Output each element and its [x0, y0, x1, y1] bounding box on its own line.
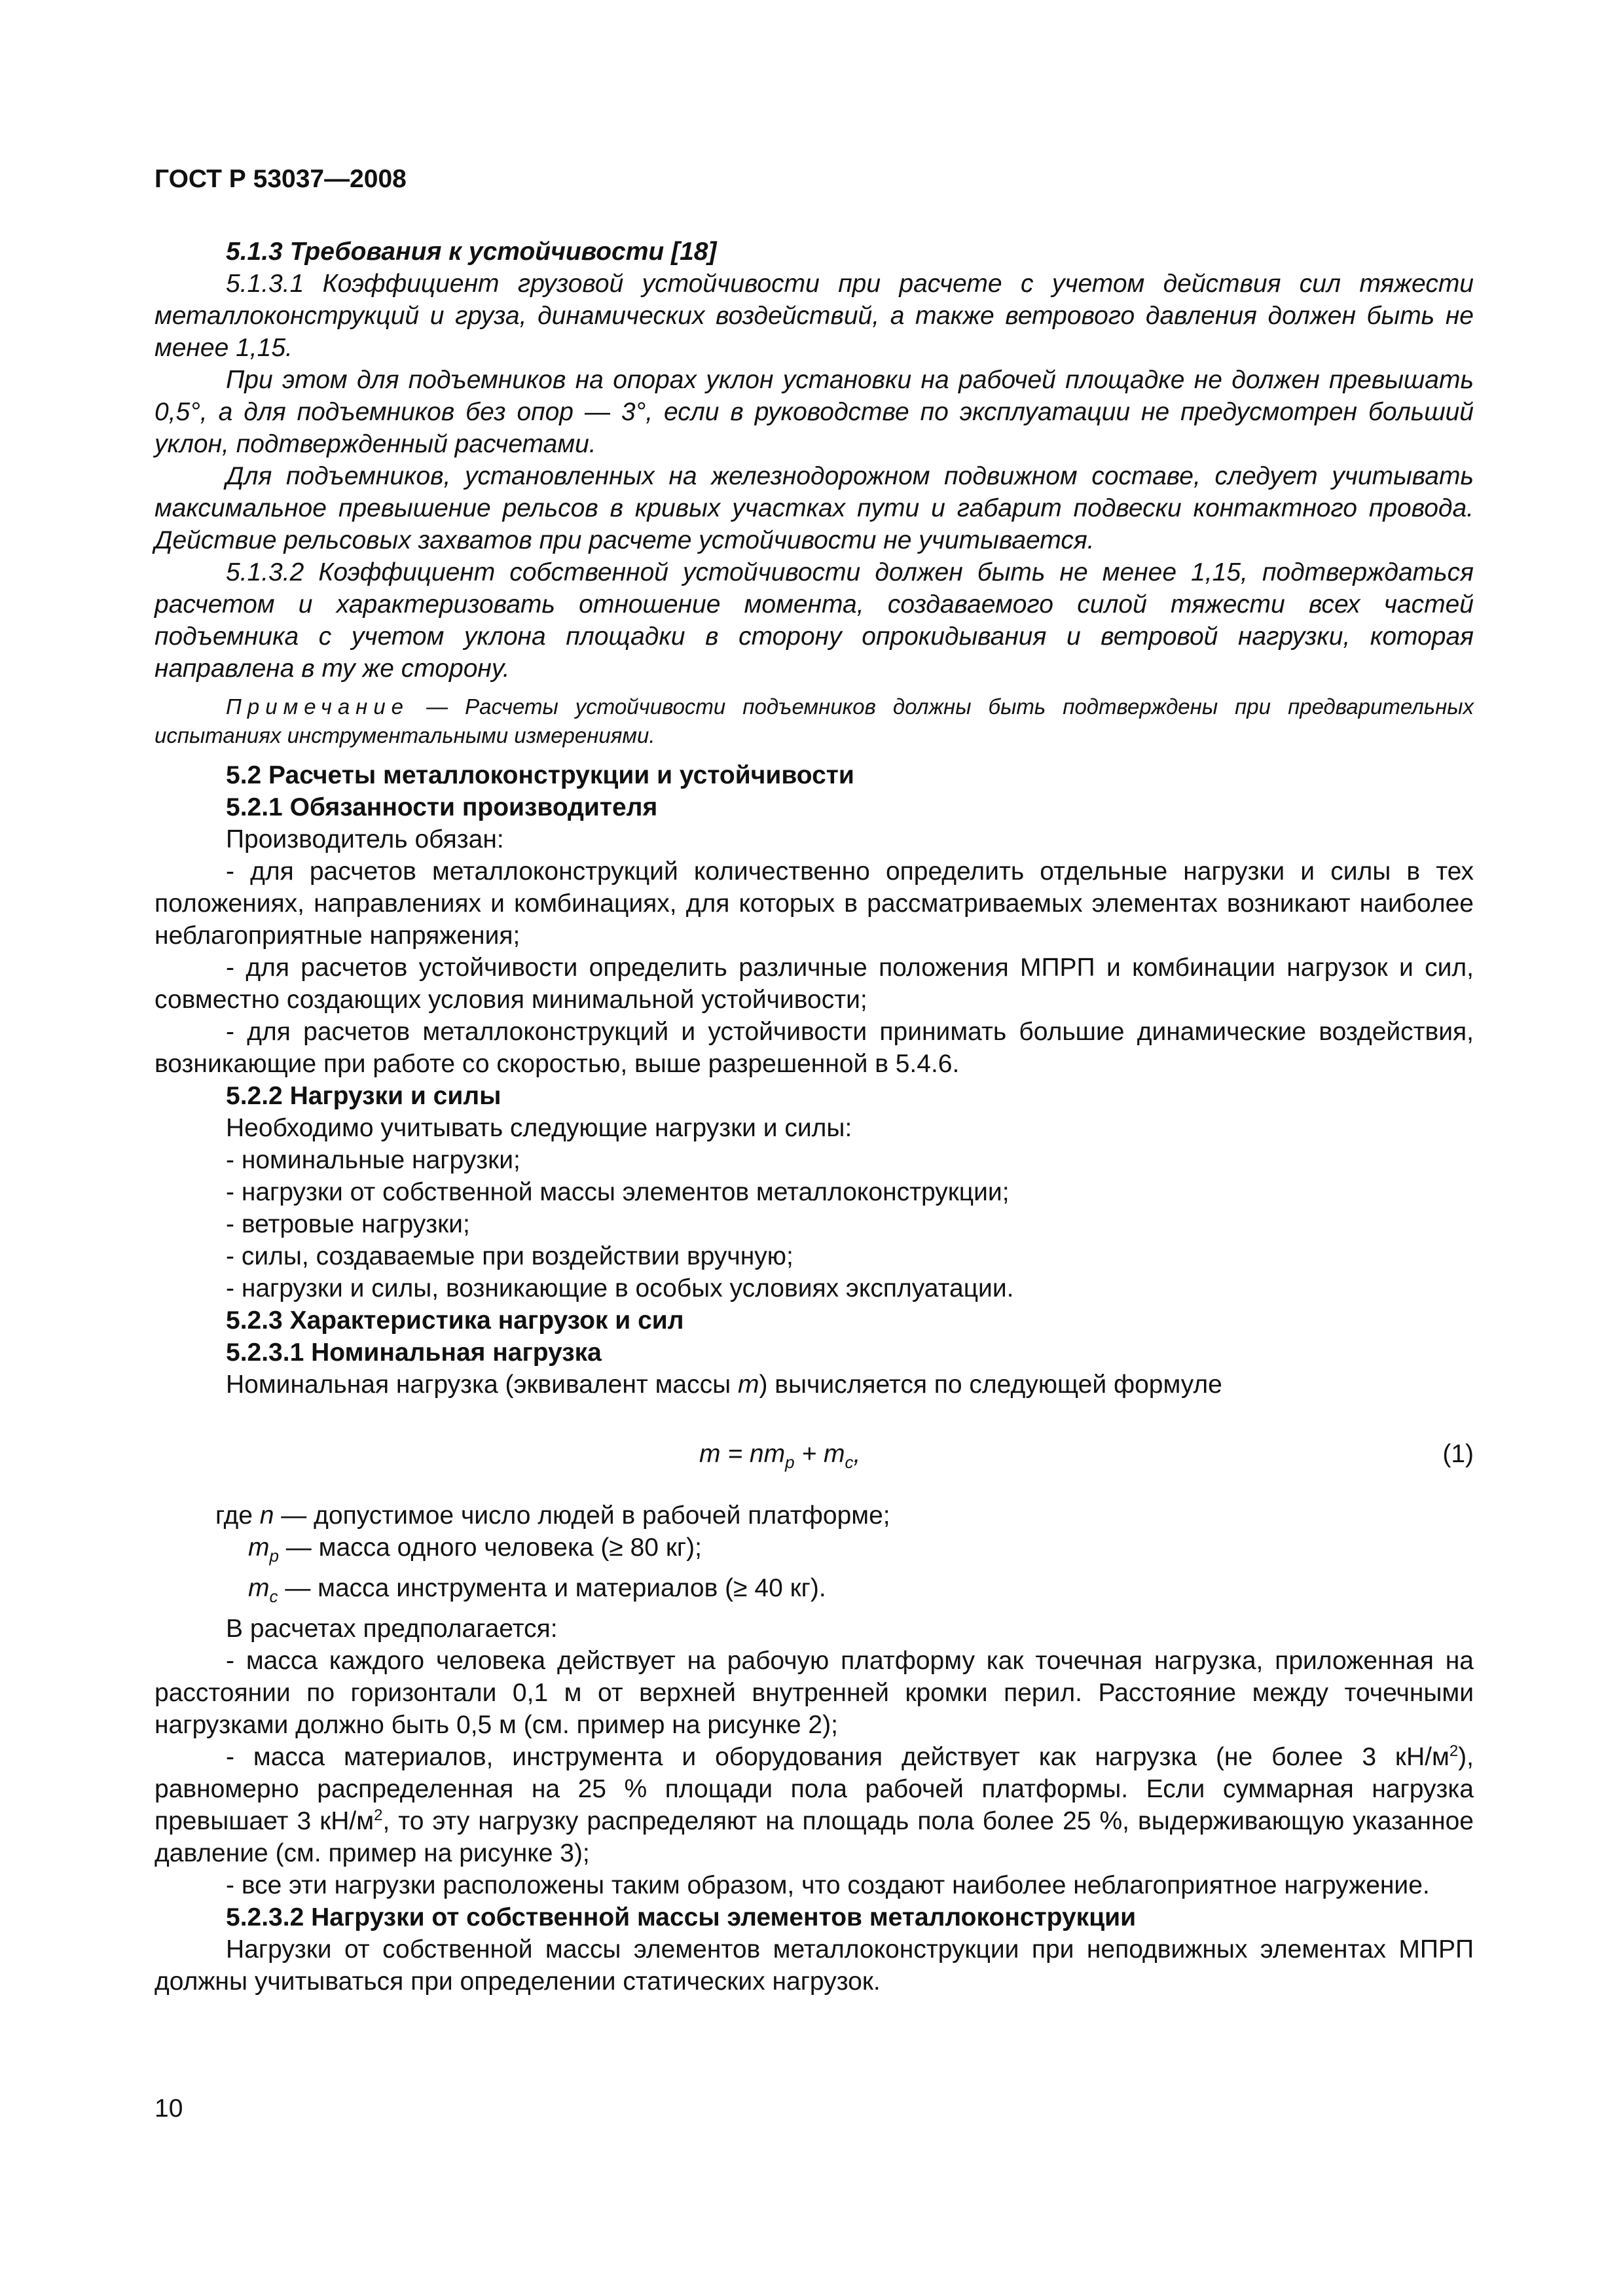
- list-item: - нагрузки от собственной массы элементов металлоконструкции;: [226, 1178, 1010, 1206]
- note-label: Примечание: [226, 694, 410, 719]
- page-number: 10: [155, 2094, 183, 2123]
- note-text: — Расчеты устойчивости подъемников должны быть подтверждены при предварительных испытаниях инструментальными измерениями.: [155, 694, 1474, 747]
- self-weight-paragraph: Нагрузки от собственной массы элементов металлоконструкции при неподвижных элементах МПРП должны учитываться при определении статических нагрузок.: [155, 1935, 1474, 1996]
- assumptions-intro: В расчетах предполагается:: [226, 1614, 558, 1643]
- symbol-subscript: c: [269, 1586, 278, 1606]
- where-n: [155, 1499, 1474, 1532]
- section-heading-5-2-3-2: 5.2.3.2 Нагрузки от собственной массы элементов металлоконструкции: [226, 1903, 1137, 1931]
- symbol-m: m: [737, 1371, 759, 1399]
- symbol-mc: [248, 1573, 278, 1606]
- formula-part: ,: [853, 1440, 861, 1468]
- list-item: - для расчетов металлоконструкций и устойчивости принимать большие динамические воздействия, возникающие при работе со скоростью, выше разрешенной в 5.4.6.: [155, 1018, 1474, 1078]
- paragraph-5-1-3-1: 5.1.3.1 Коэффициент грузовой устойчивости при расчете с учетом действия сил тяжести металлоконструкций и груза, динамических воздействий, а также ветрового давления должен быть не менее 1,15.: [155, 270, 1474, 362]
- list-item: - для расчетов устойчивости определить различные положения МПРП и комбинации нагрузок и сил, совместно создающих условия минимальной устойчивости;: [155, 954, 1474, 1014]
- paragraph-railway: Для подъемников, установленных на железнодорожном подвижном составе, следует учитывать максимальное превышение рельсов в кривых участках пути и габарит подвески контактного провода. Действие рельсовых захватов при расчете устойчивости не учитывается.: [155, 462, 1474, 554]
- reference-mark: [18]: [671, 238, 717, 266]
- intro-text: Номинальная нагрузка (эквивалент массы: [226, 1371, 738, 1399]
- where-mp: [155, 1532, 1474, 1572]
- formula: [699, 1438, 860, 1479]
- manufacturer-intro: Производитель обязан:: [226, 825, 504, 853]
- item-text: , то эту нагрузку распределяют на площадь пола более 25 %, выдерживающую указанное давление (см. пример на рисунке 3);: [155, 1806, 1474, 1867]
- section-heading-5-2-2: 5.2.2 Нагрузки и силы: [226, 1082, 501, 1110]
- where-mc: [155, 1572, 1474, 1613]
- formula-subscript: c: [845, 1452, 854, 1472]
- superscript: 2: [374, 1806, 383, 1824]
- section-heading-5-2-3: 5.2.3 Характеристика нагрузок и сил: [226, 1306, 684, 1335]
- list-item: - все эти нагрузки расположены таким образом, что создают наиболее неблагоприятное нагружение.: [226, 1871, 1430, 1899]
- formula-number: (1): [1442, 1440, 1474, 1468]
- list-item: - для расчетов металлоконструкций количественно определить отдельные нагрузки и силы в тех положениях, направлениях и комбинациях, для которых в рассматриваемых элементах возникают наиболее неблагоприятные напряжения;: [155, 857, 1474, 950]
- where-text: — масса инструмента и материалов (≥ 40 кг).: [278, 1573, 826, 1602]
- list-item: [155, 1741, 1474, 1869]
- item-text: - масса материалов, инструмента и оборудования действует как нагрузка (не более 3 кН/м: [226, 1742, 1450, 1771]
- section-heading-5-2: 5.2 Расчеты металлоконструкции и устойчивости: [226, 761, 854, 789]
- section-heading-5-1-3: [155, 236, 1474, 268]
- section-title: 5.1.3 Требования к устойчивости: [226, 238, 665, 266]
- symbol-mp: [248, 1534, 279, 1566]
- list-item: - ветровые нагрузки;: [226, 1210, 470, 1238]
- symbol-letter: m: [248, 1534, 270, 1562]
- list-item: - номинальные нагрузки;: [226, 1146, 520, 1174]
- where-prefix: где: [215, 1501, 260, 1530]
- where-text: — допустимое число людей в рабочей платформе;: [274, 1501, 890, 1530]
- section-heading-5-2-1: 5.2.1 Обязанности производителя: [226, 793, 658, 821]
- paragraph-slope: При этом для подъемников на опорах уклон установки на рабочей площадке не должен превышать 0,5°, а для подъемников без опор — 3°, если в руководстве по эксплуатации не предусмотрен больший уклон, подтвержденный расчетами.: [155, 366, 1474, 458]
- symbol-subscript: p: [269, 1545, 279, 1566]
- superscript: 2: [1449, 1742, 1459, 1760]
- formula-subscript: p: [785, 1452, 795, 1472]
- paragraph-5-1-3-2: 5.1.3.2 Коэффициент собственной устойчивости должен быть не менее 1,15, подтверждаться расчетом и характеризовать отношение момента, создаваемого силой тяжести всех частей подъемника с учетом уклона площадки в сторону опрокидывания и ветровой нагрузки, которая направлена в ту же сторону.: [155, 558, 1474, 683]
- formula-part: m = nm: [699, 1440, 786, 1468]
- note: [155, 692, 1474, 750]
- formula-row: [155, 1438, 1474, 1470]
- symbol-n: n: [259, 1501, 274, 1530]
- intro-text: ) вычисляется по следующей формуле: [759, 1371, 1222, 1399]
- item-text: ), равномерно распределенная на 25 % площади пола рабочей платформы. Если суммарная нагрузка превышает 3 кН/м: [155, 1742, 1474, 1835]
- list-item: - масса каждого человека действует на рабочую платформу как точечная нагрузка, приложенная на расстоянии по горизонтали 0,1 м от верхней внутренней кромки перил. Расстояние между точечными нагрузками должно быть 0,5 м (см. пример на рисунке 2);: [155, 1646, 1474, 1739]
- section-heading-5-2-3-1: 5.2.3.1 Номинальная нагрузка: [226, 1338, 602, 1367]
- loads-intro: Необходимо учитывать следующие нагрузки и силы:: [226, 1114, 852, 1142]
- list-item: - нагрузки и силы, возникающие в особых условиях эксплуатации.: [226, 1274, 1014, 1302]
- nominal-load-intro: [155, 1369, 1474, 1401]
- list-item: - силы, создаваемые при воздействии вручную;: [226, 1242, 793, 1270]
- formula-part: + m: [794, 1440, 845, 1468]
- document-body: [155, 236, 1474, 1998]
- where-text: — масса одного человека (≥ 80 кг);: [278, 1534, 702, 1562]
- symbol-letter: m: [248, 1573, 270, 1602]
- document-code-header: ГОСТ Р 53037—2008: [155, 165, 407, 193]
